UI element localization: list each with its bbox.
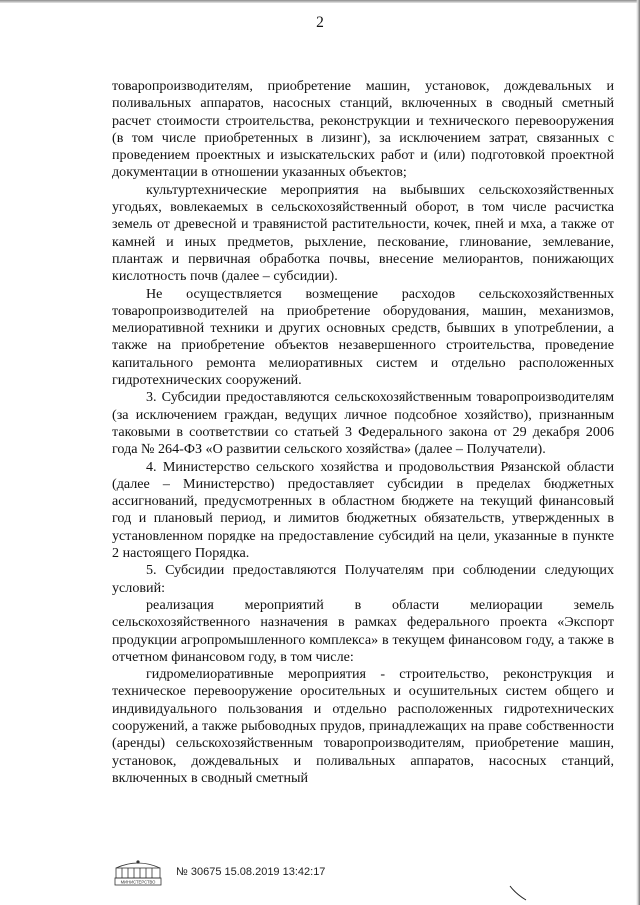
page-footer [112, 856, 412, 890]
paragraph-item-4: 4. Министерство сельского хозяйства и продовольствия Рязанской области (далее – Министерство) предоставляет субсидии в пределах бюджетных ассигнований, предусмотренных в областном бюджете на текущий финансовый год и плановый период, и лимитов бюджетных обязательств, утвержденных в установленном порядке на предоставление субсидий на цели, указанные в пункте 2 настоящего Порядка. [112, 458, 614, 562]
paragraph-no-reimbursement: Не осуществляется возмещение расходов сельскохозяйственных товаропроизводителей на приобретение оборудования, машин, механизмов, мелиоративной техники и других основных средств, бывших в употреблении, а также на приобретение объектов незавершенного строительства, проведение капитального ремонта мелиоративных систем и отдельно расположенных гидротехнических сооружений. [112, 285, 614, 389]
paragraph-culture-technical: культуртехнические мероприятия на выбывших сельскохозяйственных угодьях, вовлекаемых в сельскохозяйственный оборот, в том числе расчистка земель от древесной и травянистой растительности, кочек, пней и мха, а также от камней и иных предметов, рыхление, пескование, глинование, землевание, плантаж и первичная обработка почвы, внесение мелиорантов, понижающих кислотность почв (далее – субсидии). [112, 181, 614, 285]
scan-edge-right [636, 0, 640, 905]
paragraph-item-3: 3. Субсидии предоставляются сельскохозяйственным товаропроизводителям (за исключением граждан, ведущих личное подсобное хозяйство), признанным таковыми в соответствии со статьей 3 Федерального закона от 29 декабря 2006 года № 264-ФЗ «О развитии сельского хозяйства» (далее – Получатели). [112, 389, 614, 458]
paragraph-hydromelioration: гидромелиоративные мероприятия - строительство, реконструкция и техническое перевооружение оросительных и осушительных систем общего и индивидуального пользования и отдельно расположенных гидротехнических сооружений, а также рыбоводных прудов, принадлежащих на праве собственности (аренды) сельскохозяйственным товаропроизводителям, приобретение машин, установок, дождевальных и поливальных аппаратов, насосных станций, включенных в сводный сметный [112, 666, 614, 786]
ministry-seal-logo [112, 856, 164, 888]
seal-text: МИНИСТЕРСТВО [120, 879, 156, 885]
pen-mark [508, 884, 528, 902]
page-number: 2 [316, 14, 324, 31]
document-body [112, 78, 614, 787]
paragraph-continuation: товаропроизводителям, приобретение машин, установок, дождевальных и поливальных аппаратов, насосных станций, включенных в сводный сметный расчет стоимости строительства, реконструкции и технического перевооружения (в том числе приобретенных в лизинг), за исключением затрат, связанных с проведением проектных и изыскательских работ и (или) подготовкой проектной документации в отношении указанных объектов; [112, 78, 614, 181]
paragraph-item-5: 5. Субсидии предоставляются Получателям при соблюдении следующих условий: [112, 562, 614, 596]
document-registration-stamp: № 30675 15.08.2019 13:42:17 [176, 866, 326, 878]
scan-edge-top [0, 0, 640, 3]
paragraph-melioration: реализация мероприятий в области мелиорации земель сельскохозяйственного назначения в рамках федерального проекта «Экспорт продукции агропромышленного комплекса» в текущем финансовом году, а также в отчетном финансовом году, в том числе: [112, 596, 614, 665]
